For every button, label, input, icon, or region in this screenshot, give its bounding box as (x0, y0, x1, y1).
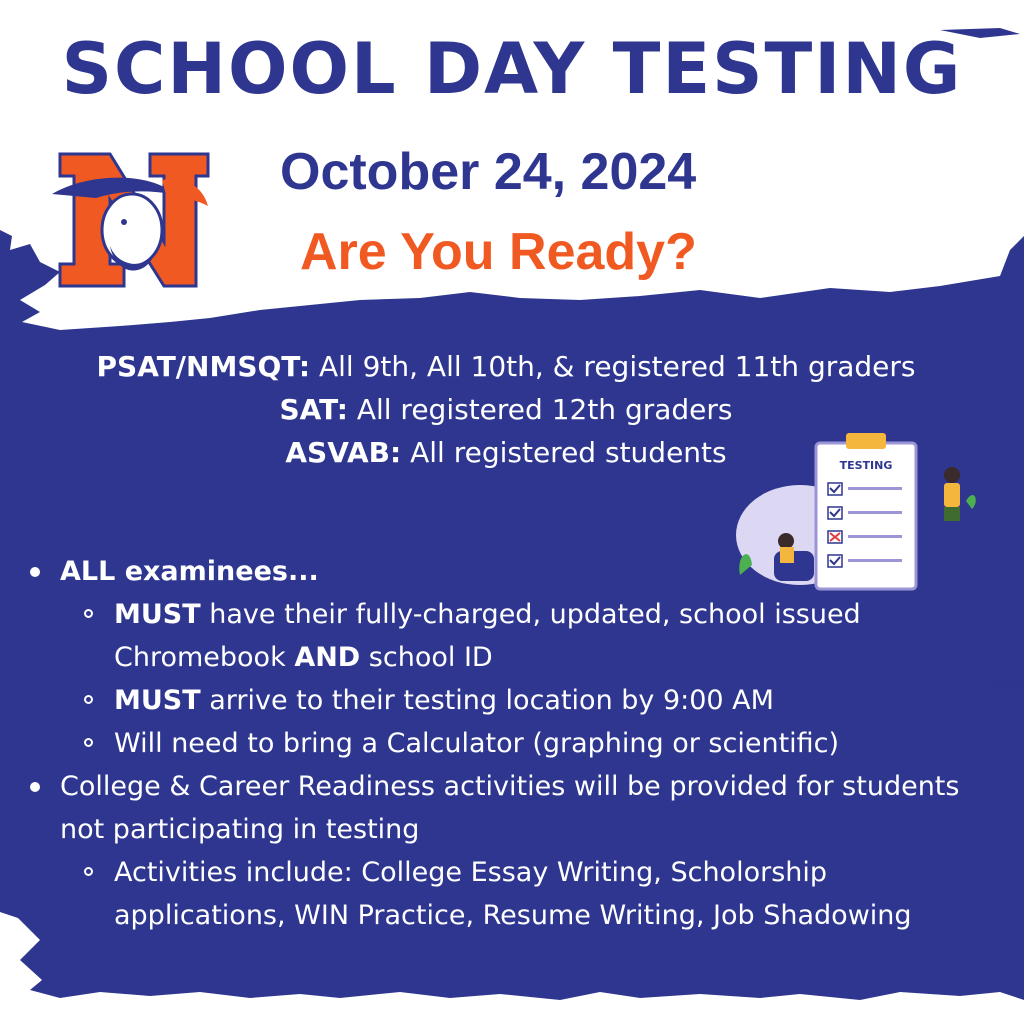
item-text: have their fully-charged, updated, school issued Chromebook (114, 599, 861, 673)
page-title: SCHOOL DAY TESTING (61, 28, 963, 110)
examinee-item-arrival (28, 679, 978, 722)
test-detail: All 9th, All 10th, & registered 11th graders (310, 350, 916, 383)
test-name: SAT: (279, 393, 348, 426)
test-detail: All registered students (401, 436, 727, 469)
test-detail: All registered 12th graders (347, 393, 733, 426)
emphasis-text: MUST (114, 599, 201, 630)
test-psat (0, 345, 1012, 388)
tagline: Are You Ready? (300, 223, 697, 281)
readiness-heading: College & Career Readiness activities will be provided for students not participating in testing (28, 765, 978, 851)
examinee-item-chromebook (28, 593, 978, 679)
test-name: PSAT/NMSQT: (96, 350, 311, 383)
test-name: ASVAB: (285, 436, 402, 469)
requirements-list (28, 550, 978, 937)
emphasis-text: MUST (114, 685, 201, 716)
musketeer-n-logo-icon (52, 150, 212, 290)
item-text: school ID (360, 642, 493, 673)
examinees-heading: ALL examinees... (28, 550, 978, 593)
clipboard-label: TESTING (839, 459, 893, 472)
test-date: October 24, 2024 (280, 143, 697, 201)
examinee-item-calculator: Will need to bring a Calculator (graphing or scientific) (28, 722, 978, 765)
emphasis-text: AND (294, 642, 361, 673)
readiness-activities: Activities include: College Essay Writing, Scholorship applications, WIN Practice, Resume Writing, Job Shadowing (28, 851, 978, 937)
item-text: arrive to their testing location by 9:00 AM (200, 685, 774, 716)
